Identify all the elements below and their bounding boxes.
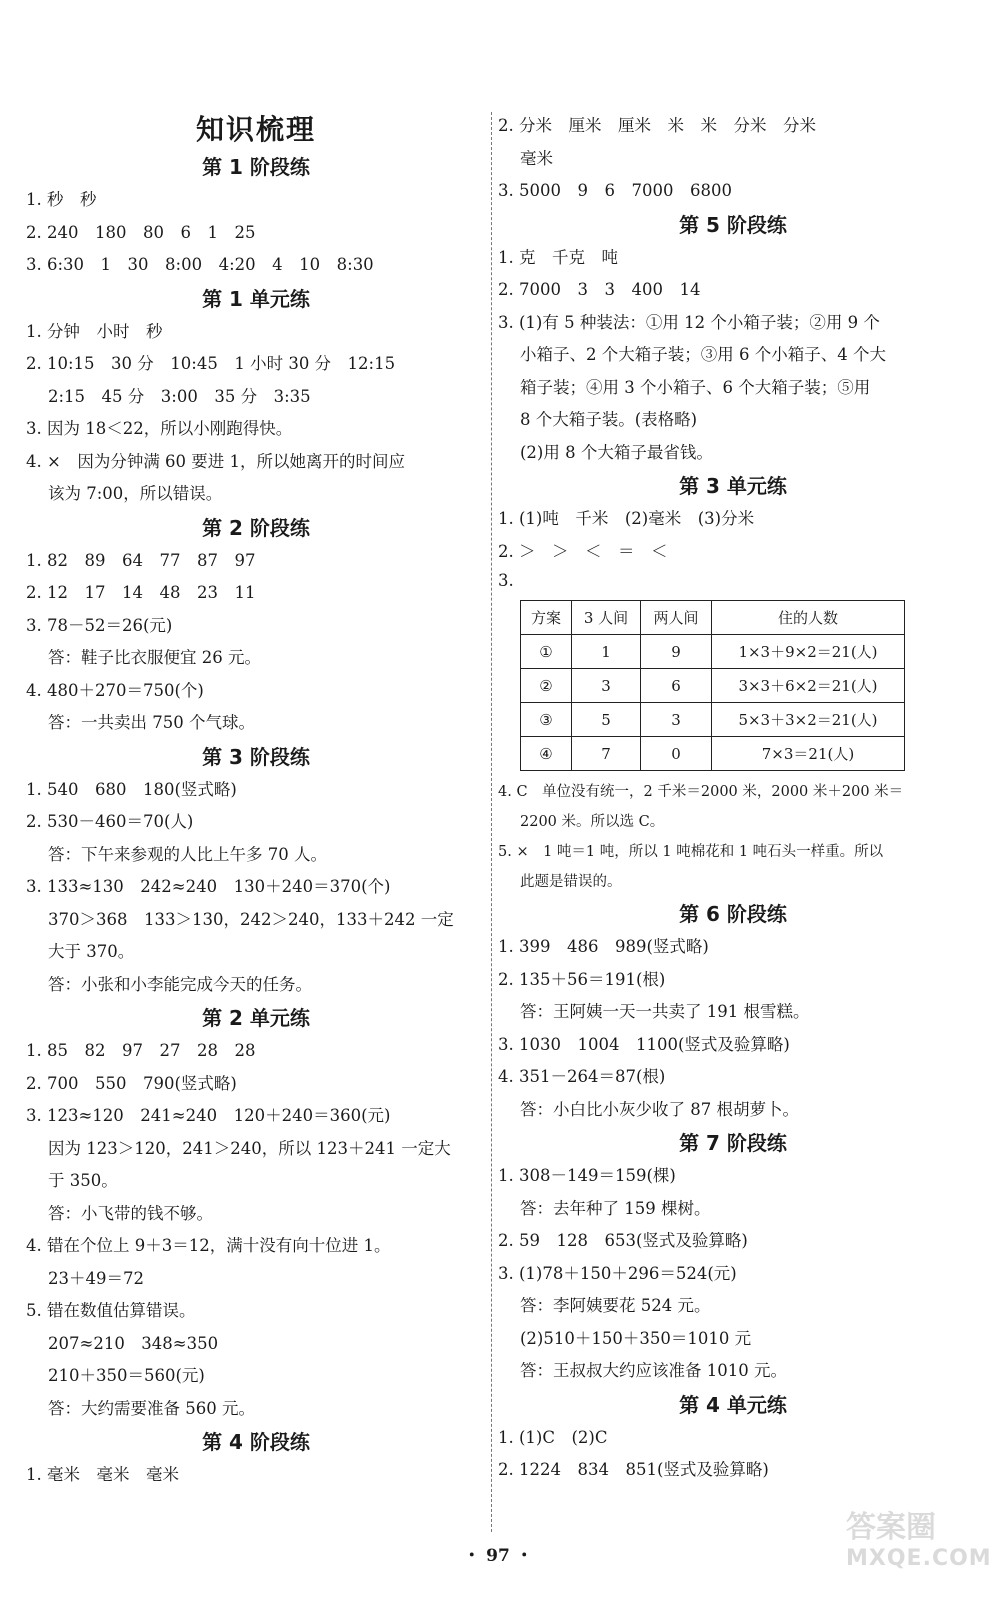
answer-line: 答：一共卖出 750 个气球。 <box>48 713 255 732</box>
answer-line: 2. 12 17 14 48 23 11 <box>26 583 256 602</box>
answer-line: 1. (1)C (2)C <box>498 1427 608 1447</box>
answer-line: 答：下午来参观的人比上午多 70 人。 <box>48 844 327 864</box>
answer-line: 1. 399 486 989(竖式略) <box>498 937 709 956</box>
answer-line: 2. 59 128 653(竖式及验算略) <box>498 1231 748 1250</box>
answer-line: 答：去年种了 159 棵树。 <box>520 1198 711 1218</box>
watermark-logo: 答案圈 <box>846 1510 936 1545</box>
answer-line: 1. 85 82 97 27 28 28 <box>26 1041 256 1060</box>
answer-line: 4. C 单位没有统一，2 千米＝2000 米，2000 米＋200 米＝ <box>498 784 904 800</box>
answer-line: 23＋49＝72 <box>48 1268 144 1288</box>
right-column <box>498 110 968 1487</box>
table-header: 两人间 <box>641 601 712 635</box>
answer-line: 2:15 45 分 3:00 35 分 3:35 <box>48 386 311 406</box>
answer-line: 1. 秒 秒 <box>26 190 97 209</box>
table-cell: 3×3＋6×2＝21(人) <box>712 669 905 703</box>
answer-line: 因为 123＞120，241＞240，所以 123＋241 一定大 <box>48 1138 451 1158</box>
table-cell: ③ <box>521 703 572 737</box>
section-title: 第 2 阶段练 <box>202 515 310 540</box>
answer-line: 3. (1)有 5 种装法：①用 12 个小箱子装；②用 9 个 <box>498 312 880 332</box>
answer-line: 小箱子、2 个大箱子装；③用 6 个小箱子、4 个大 <box>520 345 886 364</box>
answer-line: 3. 133≈130 242≈240 130＋240＝370(个) <box>26 877 391 896</box>
answer-line: 3. 1030 1004 1100(竖式及验算略) <box>498 1034 790 1054</box>
answer-line: 答：小张和小李能完成今天的任务。 <box>48 974 312 994</box>
answer-line: 3. 5000 9 6 7000 6800 <box>498 181 732 200</box>
answer-line: 5. 错在数值估算错误。 <box>26 1301 196 1320</box>
answer-line: 1. 克 千克 吨 <box>498 247 618 267</box>
answer-line: 2. 7000 3 3 400 14 <box>498 280 701 299</box>
section-title: 第 4 阶段练 <box>202 1430 310 1454</box>
table-row <box>521 635 905 669</box>
answer-line: 4. 351－264＝87(根) <box>498 1067 666 1086</box>
answer-line: 207≈210 348≈350 <box>48 1333 219 1353</box>
answer-line: 8 个大箱子装。(表格略) <box>520 410 698 429</box>
left-column <box>26 110 486 1492</box>
answer-line: 2. 10:15 30 分 10:45 1 小时 30 分 12:15 <box>26 354 396 373</box>
answer-line: 2. 135＋56＝191(根) <box>498 969 666 989</box>
column-divider <box>491 112 492 1532</box>
table-cell: 5 <box>572 703 641 737</box>
answer-line: 于 350。 <box>48 1171 118 1190</box>
section-title: 第 3 阶段练 <box>202 744 310 769</box>
answer-line: 3. 123≈120 241≈240 120＋240＝360(元) <box>26 1106 391 1125</box>
table-cell: 1×3＋9×2＝21(人) <box>712 635 905 669</box>
answer-line: 2. 1224 834 851(竖式及验算略) <box>498 1460 769 1479</box>
watermark-domain: MXQE.COM <box>846 1546 992 1571</box>
section-title: 第 2 单元练 <box>202 1006 310 1030</box>
answer-line: 3. 78－52＝26(元) <box>26 615 173 635</box>
answer-line: 1. 分钟 小时 秒 <box>26 321 163 341</box>
answer-line: 3. <box>498 571 514 590</box>
answer-line: 210＋350＝560(元) <box>48 1366 205 1385</box>
answer-line: 大于 370。 <box>48 942 135 961</box>
table-cell: ② <box>521 669 572 703</box>
section-title: 第 4 单元练 <box>679 1392 787 1417</box>
answer-line: 2. 530－460＝70(人) <box>26 812 194 831</box>
section-title: 第 5 阶段练 <box>679 212 787 237</box>
table-cell: ④ <box>521 737 572 771</box>
answer-line: 3. (1)78＋150＋296＝524(元) <box>498 1263 737 1283</box>
table-row <box>521 669 905 703</box>
answer-line: 2200 米。所以选 C。 <box>520 814 665 830</box>
table-cell: 5×3＋3×2＝21(人) <box>712 703 905 737</box>
answer-line: (2)用 8 个大箱子最省钱。 <box>520 442 713 462</box>
table-cell: 1 <box>572 635 641 669</box>
table-cell: ① <box>521 635 572 669</box>
table-header: 3 人间 <box>572 601 641 635</box>
table-header: 方案 <box>521 601 572 635</box>
section-title: 第 3 单元练 <box>679 474 787 498</box>
table-row <box>521 703 905 737</box>
table-cell: 3 <box>641 703 712 737</box>
answer-line: 4. 错在个位上 9＋3＝12，满十没有向十位进 1。 <box>26 1236 391 1255</box>
answer-line: 1. 82 89 64 77 87 97 <box>26 550 256 570</box>
section-title: 第 7 阶段练 <box>679 1131 787 1155</box>
answer-line: 该为 7:00，所以错误。 <box>48 484 223 503</box>
answer-line: 4. 480＋270＝750(个) <box>26 680 204 700</box>
answer-line: 此题是错误的。 <box>520 874 622 890</box>
table-cell: 0 <box>641 737 712 771</box>
table-header-row <box>521 601 905 635</box>
page-title: 知识梳理 <box>195 113 316 146</box>
plan-table <box>520 600 905 771</box>
answer-line: 1. 308－149＝159(棵) <box>498 1166 676 1185</box>
table-cell: 3 <box>572 669 641 703</box>
answer-line: 1. 毫米 毫米 毫米 <box>26 1465 179 1484</box>
answer-line: (2)510＋150＋350＝1010 元 <box>520 1328 752 1348</box>
answer-line: 答：王叔叔大约应该准备 1010 元。 <box>520 1361 787 1380</box>
section-title: 第 6 阶段练 <box>679 902 787 926</box>
answer-line: 2. ＞ ＞ ＜ ＝ ＜ <box>498 541 668 561</box>
page-number: ・ 97 ・ <box>463 1546 533 1566</box>
table-cell: 9 <box>641 635 712 669</box>
answer-line: 箱子装；④用 3 个小箱子、6 个大箱子装；⑤用 <box>520 377 871 397</box>
answer-line: 2. 240 180 80 6 1 25 <box>26 222 256 242</box>
table-cell: 6 <box>641 669 712 703</box>
answer-line: 答：王阿姨一天一共卖了 191 根雪糕。 <box>520 1002 810 1021</box>
table-cell: 7×3＝21(人) <box>712 737 905 771</box>
answer-line: 370＞368 133＞130，242＞240，133＋242 一定 <box>48 909 454 929</box>
answer-line: 5. × 1 吨＝1 吨，所以 1 吨棉花和 1 吨石头一样重。所以 <box>498 844 884 860</box>
answer-line: 2. 分米 厘米 厘米 米 米 分米 分米 <box>498 116 816 135</box>
table-header: 住的人数 <box>712 601 905 635</box>
answer-line: 2. 700 550 790(竖式略) <box>26 1073 237 1093</box>
answer-line: 答：李阿姨要花 524 元。 <box>520 1296 711 1315</box>
answer-line: 4. × 因为分钟满 60 要进 1，所以她离开的时间应 <box>26 451 406 471</box>
answer-line: 3. 6:30 1 30 8:00 4:20 4 10 8:30 <box>26 255 374 274</box>
answer-line: 答：鞋子比衣服便宜 26 元。 <box>48 648 261 667</box>
answer-line: 1. (1)吨 千米 (2)毫米 (3)分米 <box>498 509 755 528</box>
answer-line: 答：小飞带的钱不够。 <box>48 1203 213 1223</box>
answer-line: 3. 因为 18＜22，所以小刚跑得快。 <box>26 419 293 438</box>
table-cell: 7 <box>572 737 641 771</box>
answer-line: 答：小白比小灰少收了 87 根胡萝卜。 <box>520 1099 799 1119</box>
answer-line: 毫米 <box>520 148 553 168</box>
section-title: 第 1 阶段练 <box>202 155 310 179</box>
section-title: 第 1 单元练 <box>202 286 310 311</box>
answer-line: 1. 540 680 180(竖式略) <box>26 779 237 799</box>
answer-line: 答：大约需要准备 560 元。 <box>48 1398 255 1418</box>
table-row <box>521 737 905 771</box>
